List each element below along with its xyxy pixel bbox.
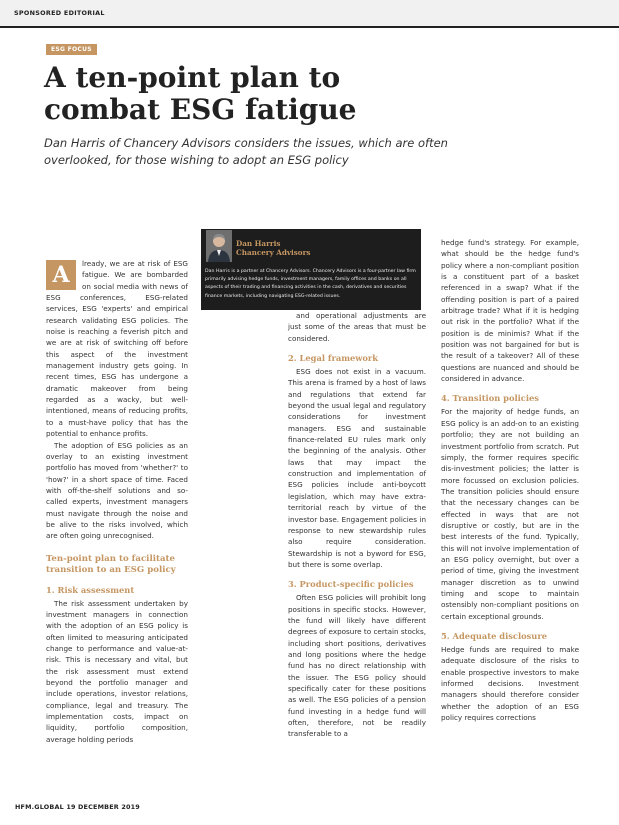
body-paragraph: Often ESG policies will prohibit long positions in specific stocks. However, the fund will likely have different degrees of exposure to certain stocks, including short positions, derivatives and long positions where the hedge fund has no direct relationship with the issuer. The ESG policy should specifically cater for these positions as well. The ESG policies of a pension fund investing in a hedge fund will often, therefore, not be readily transferable to a: [288, 593, 426, 739]
author-photo-icon: [206, 230, 232, 262]
section-heading: 5. Adequate disclosure: [441, 631, 547, 641]
author-company: Chancery Advisors: [236, 248, 311, 257]
page-footer: HFM.GLOBAL 19 DECEMBER 2019: [15, 803, 140, 811]
column-3: [441, 237, 579, 723]
standfirst: Dan Harris of Chancery Advisors considers the issues, which are often overlooked, for those wishing to adopt an ESG policy: [44, 136, 448, 167]
category-badge: ESG FOCUS: [46, 44, 97, 55]
section-heading: 2. Legal framework: [288, 353, 379, 364]
body-paragraph: ESG does not exist in a vacuum. This arena is framed by a host of laws and regulations that extend far beyond the usual legal and regulatory considerations for investment managers. ESG and sustainable finance-related EU rules mark only the beginning of the analysis. Other laws that may impact the construction and implementation of ESG policies include anti-boycott legislation, which may have extra-territorial reach by virtue of the investor base. Engagement policies in response to new stewardship rules also require consideration. Stewardship is not a byword for ESG, but there is some overlap.: [288, 367, 426, 569]
body-paragraph: The adoption of ESG policies as an overlay to an existing investment portfolio has moved from 'whether?' to 'how?' in a short space of time. Faced with off-the-shelf solutions and so-called experts, investment managers must navigate through the noise and be alive to the risks involved, which are often going unrecognised.: [46, 440, 188, 541]
body-paragraph: and operational adjustments are just some of the areas that must be considered.: [288, 311, 426, 343]
article-title: A ten-point plan to combat ESG fatigue: [44, 61, 357, 126]
group-heading: Ten-point plan to facilitate transition to an ESG policy: [46, 553, 176, 576]
author-bio-text: Dan Harris is a partner at Chancery Advisors. Chancery Advisors is a four-partner law firm primarily advising hedge funds, investment managers, family offices and banks on all aspects of their trading and financing activities in the cash, derivatives and securities finance markets, including navigating ESG-related issues.: [205, 269, 416, 299]
body-paragraph: lready, we are at risk of ESG fatigue. We are bombarded on social media with news of ESG conferences, ESG-related services, ESG 'experts' and empirical research validating ESG policies. The noise is reaching a feverish pitch and we are at risk of switching off before this aspect of the investment management industry gets going. In recent times, ESG has undergone a dramatic makeover from being regarded as a wacky, but well-intentioned, means of reducing profits, to a must-have policy that has the potential to enhance profits.: [46, 259, 188, 439]
body-paragraph: For the majority of hedge funds, an ESG policy is an add-on to an existing portfolio; they are not building an investment portfolio from scratch. Put simply, the former requires specific dis-investment policies; the latter is more focussed on exclusion policies. The transition policies should ensure that the necessary changes can be effected in ways that are not disruptive or costly, but are in the best interests of the fund. Typically, this will not involve implementation of an ESG policy overnight, but over a period of time, giving the investment manager discretion as to unwind timing and scope to maintain ostensibly non-compliant positions on certain exceptional grounds.: [441, 407, 579, 621]
section-heading: 3. Product-specific policies: [288, 579, 414, 590]
section-heading: 4. Transition policies: [441, 393, 539, 404]
author-name: Dan Harris: [236, 239, 281, 248]
column-1: [46, 258, 188, 745]
column-2: [288, 310, 426, 740]
drop-cap: A: [46, 260, 76, 290]
body-paragraph: Hedge funds are required to make adequate disclosure of the risks to enable prospective investors to make informed decisions. Investment managers should therefore consider whether the adoption of an ESG policy requires corrections: [441, 645, 579, 723]
body-paragraph: hedge fund's strategy. For example, what should be the hedge fund's policy where a non-compliant position is a constituent part of a basket referenced in a swap? What if the offending position is part of a paired arbitrage trade? What if it is hedging out risk in the portfolio? What if the position is de minimis? What if the position was not bargained for but is the result of a takeover? All of these questions are nuanced and should be considered in advance.: [441, 238, 579, 384]
section-heading: 1. Risk assessment: [46, 584, 135, 595]
section-label: SPONSORED EDITORIAL: [14, 9, 105, 17]
body-paragraph: The risk assessment undertaken by investment managers in connection with the adoption of an ESG policy is often limited to measuring anticipated change to performance and value-at-risk. This is necessary and vital, but the risk assessment must extend beyond the portfolio manager and include operations, investor relations, compliance, legal and treasury. The implementation costs, impact on liquidity, portfolio composition, average holding periods: [46, 598, 188, 744]
header-rule: [0, 26, 619, 28]
